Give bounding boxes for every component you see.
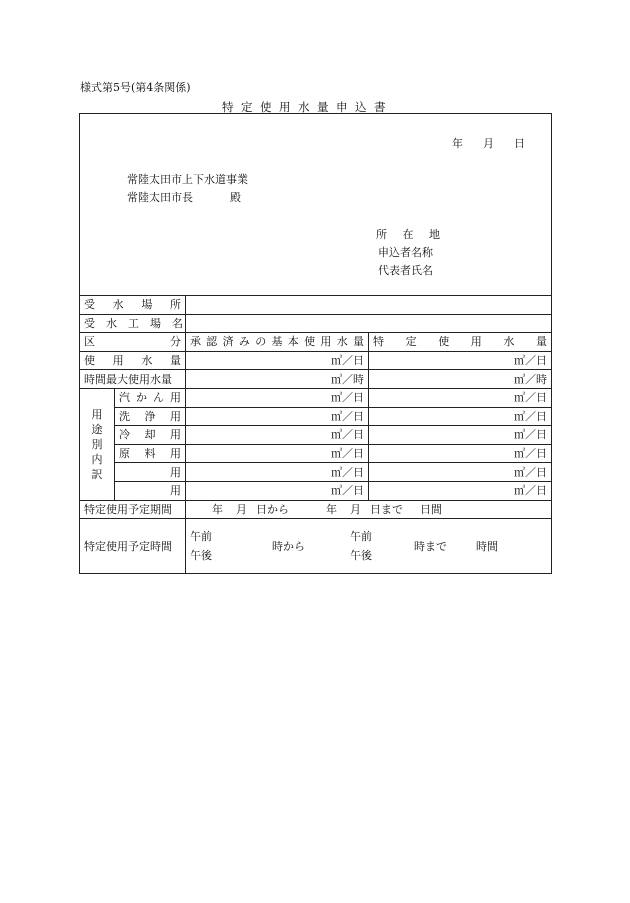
date-year: 年: [452, 137, 463, 150]
time-label: 特定使用予定時間: [80, 519, 186, 574]
purpose-cooling-approved[interactable]: ㎥／日: [186, 426, 369, 445]
max-hourly-label: 時間最大使用水量: [80, 370, 186, 389]
purpose-raw-material: 原 料 用: [115, 444, 186, 463]
applicant-address-label: 所 在 地: [376, 228, 446, 241]
col-approved-header: 承認済みの基本使用水量: [186, 333, 369, 352]
purpose-other-1[interactable]: 用: [115, 463, 186, 482]
applicant-representative-label: 代表者氏名: [378, 264, 433, 277]
receiving-place-label: 受 水 場 所: [80, 296, 186, 315]
period-from: 日から: [256, 502, 289, 516]
purpose-other-2[interactable]: 用: [115, 481, 186, 500]
purpose-washing-specific[interactable]: ㎥／日: [369, 407, 552, 426]
period-month-2: 月: [350, 502, 361, 516]
time-value[interactable]: [186, 519, 552, 574]
usage-specific-unit[interactable]: ㎥／日: [369, 351, 552, 370]
addressee-honorific: 殿: [230, 191, 241, 204]
date-day: 日: [514, 137, 525, 150]
period-month-1: 月: [236, 502, 247, 516]
purpose-label-char-2: 途: [91, 422, 103, 436]
purpose-cooling: 冷 却 用: [115, 426, 186, 445]
receiving-factory-label: 受 水 工 場 名: [80, 314, 186, 333]
division-label: [80, 333, 186, 352]
purpose-breakdown-label: [80, 388, 115, 500]
purpose-boiler: 汽かん用: [115, 388, 186, 407]
period-year-1: 年: [212, 502, 223, 516]
purpose-washing-approved[interactable]: ㎥／日: [186, 407, 369, 426]
period-until: 日まで: [370, 502, 403, 516]
purpose-other-1-approved[interactable]: ㎥／日: [186, 463, 369, 482]
purpose-raw-material-specific[interactable]: ㎥／日: [369, 444, 552, 463]
receiving-place-value[interactable]: [186, 296, 552, 315]
usage-amount-label: 使 用 水 量: [80, 351, 186, 370]
addressee-line2: 常陸太田市長: [127, 191, 193, 204]
purpose-boiler-approved[interactable]: ㎥／日: [186, 388, 369, 407]
usage-approved-unit[interactable]: ㎥／日: [186, 351, 369, 370]
max-hourly-approved-unit[interactable]: ㎥／時: [186, 370, 369, 389]
form-title: 特定使用水量申込書: [222, 100, 393, 114]
applicant-name-label: 申込者名称: [378, 246, 433, 259]
period-value[interactable]: [186, 500, 552, 519]
time-am-1: 午前: [190, 530, 212, 544]
date-month: 月: [483, 137, 494, 150]
time-am-2: 午前: [350, 530, 372, 544]
application-form-table: [79, 113, 552, 574]
time-hours: 時間: [476, 540, 498, 554]
col-specific-header: 特 定 使 用 水 量: [369, 333, 552, 352]
purpose-label-char-5: 訳: [91, 467, 103, 481]
addressee-line1: 常陸太田市上下水道事業: [127, 173, 248, 186]
form-header-block: [80, 114, 552, 296]
purpose-other-2-specific[interactable]: ㎥／日: [369, 481, 552, 500]
purpose-label-char-1: 用: [91, 407, 103, 421]
purpose-other-2-approved[interactable]: ㎥／日: [186, 481, 369, 500]
time-pm-1: 午後: [190, 549, 212, 563]
purpose-washing: 洗 浄 用: [115, 407, 186, 426]
time-pm-2: 午後: [350, 549, 372, 563]
max-hourly-specific-unit[interactable]: ㎥／時: [369, 370, 552, 389]
division-right: 分: [170, 335, 181, 349]
time-until: 時まで: [414, 540, 447, 554]
purpose-other-1-specific[interactable]: ㎥／日: [369, 463, 552, 482]
period-year-2: 年: [326, 502, 337, 516]
purpose-label-char-3: 別: [91, 437, 103, 451]
form-number: 様式第5号(第4条関係): [80, 81, 191, 94]
purpose-label-char-4: 内: [91, 452, 103, 466]
purpose-raw-material-approved[interactable]: ㎥／日: [186, 444, 369, 463]
receiving-factory-value[interactable]: [186, 314, 552, 333]
time-from: 時から: [272, 540, 305, 554]
purpose-cooling-specific[interactable]: ㎥／日: [369, 426, 552, 445]
period-label: 特定使用予定期間: [80, 500, 186, 519]
division-left: 区: [84, 335, 95, 349]
period-days: 日間: [420, 502, 442, 516]
purpose-boiler-specific[interactable]: ㎥／日: [369, 388, 552, 407]
